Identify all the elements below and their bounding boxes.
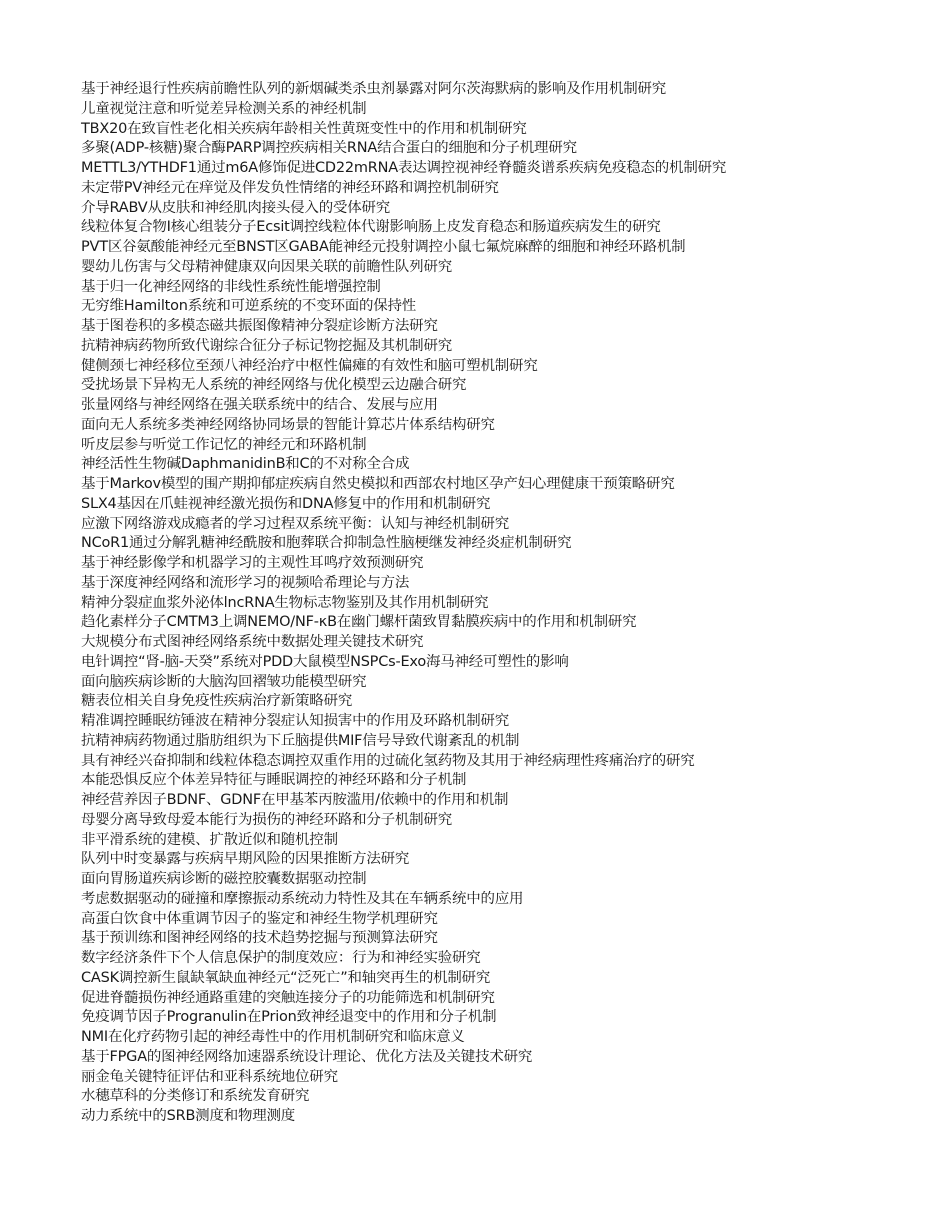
project-title-item: 队列中时变暴露与疾病早期风险的因果推断方法研究 — [81, 851, 410, 868]
project-title-item: 健侧颈七神经移位至颈八神经治疗中枢性偏瘫的有效性和脑可塑机制研究 — [81, 357, 538, 374]
project-title-item: METTL3/YTHDF1通过m6A修饰促进CD22mRNA表达调控视神经脊髓炎谱系疾病免疫稳态的机制研究 — [81, 160, 727, 176]
project-title-item: 面向无人系统多类神经网络协同场景的智能计算芯片体系结构研究 — [81, 416, 495, 433]
project-title-item: 丽金龟关键特征评估和亚科系统地位研究 — [81, 1068, 338, 1085]
project-title-item: 婴幼儿伤害与父母精神健康双向因果关联的前瞻性队列研究 — [81, 258, 452, 275]
project-title-item: 未定带PV神经元在痒觉及伴发负性情绪的神经环路和调控机制研究 — [81, 179, 499, 196]
project-title-item: 抗精神病药物通过脂肪组织为下丘脑提供MIF信号导致代谢紊乱的机制 — [81, 732, 520, 749]
project-title-item: 张量网络与神经网络在强关联系统中的结合、发展与应用 — [81, 397, 438, 413]
project-title-item: 无穷维Hamilton系统和可逆系统的不变环面的保持性 — [81, 298, 417, 315]
project-title-item: 糖表位相关自身免疫性疾病治疗新策略研究 — [81, 693, 353, 710]
project-title-item: 高蛋白饮食中体重调节因子的鉴定和神经生物学机理研究 — [81, 910, 438, 927]
project-title-item: 基于Markov模型的围产期抑郁症疾病自然史模拟和西部农村地区孕产妇心理健康干预策略研究 — [81, 476, 675, 492]
project-title-item: 基于神经退行性疾病前瞻性队列的新烟碱类杀虫剂暴露对阿尔茨海默病的影响及作用机制研究 — [81, 81, 667, 97]
project-title-item: 免疫调节因子Progranulin在Prion致神经退变中的作用和分子机制 — [81, 1009, 497, 1026]
project-title-item: 基于神经影像学和机器学习的主观性耳鸣疗效预测研究 — [81, 555, 424, 571]
project-title-item: 面向胃肠道疾病诊断的磁控胶囊数据驱动控制 — [81, 871, 367, 887]
project-title-item: 基于FPGA的图神经网络加速器系统设计理论、优化方法及关键技术研究 — [81, 1048, 533, 1065]
project-title-item: 精神分裂症血浆外泌体lncRNA生物标志物鉴别及其作用机制研究 — [81, 594, 489, 611]
project-title-item: 基于深度神经网络和流形学习的视频哈希理论与方法 — [81, 574, 410, 591]
project-title-item: 具有神经兴奋抑制和线粒体稳态调控双重作用的过硫化氢药物及其用于神经病理性疼痛治疗的研究 — [81, 752, 695, 769]
project-title-item: 大规模分布式图神经网络系统中数据处理关键技术研究 — [81, 634, 424, 650]
project-title-item: 电针调控“肾-脑-天癸”系统对PDD大鼠模型NSPCs-Exo海马神经可塑性的影响 — [81, 653, 569, 670]
project-title-list — [81, 80, 941, 1127]
project-title-item: SLX4基因在爪蛙视神经激光损伤和DNA修复中的作用和机制研究 — [81, 495, 491, 512]
project-title-item: PVT区谷氨酸能神经元至BNST区GABA能神经元投射调控小鼠七氟烷麻醉的细胞和神经环路机制 — [81, 239, 686, 255]
project-title-item: 多聚(ADP-核糖)聚合酶PARP调控疾病相关RNA结合蛋白的细胞和分子机理研究 — [81, 140, 577, 157]
project-title-item: NCoR1通过分解乳糖神经酰胺和胞葬联合抑制急性脑梗继发神经炎症机制研究 — [81, 535, 572, 552]
project-title-item: NMI在化疗药物引起的神经毒性中的作用机制研究和临床意义 — [81, 1029, 465, 1045]
project-title-item: 促进脊髓损伤神经通路重建的突触连接分子的功能筛选和机制研究 — [81, 989, 495, 1006]
project-title-item: 抗精神病药物所致代谢综合征分子标记物挖掘及其机制研究 — [81, 337, 452, 354]
project-title-item: TBX20在致盲性老化相关疾病年龄相关性黄斑变性中的作用和机制研究 — [81, 120, 527, 137]
project-title-item: 受扰场景下异构无人系统的神经网络与优化模型云边融合研究 — [81, 377, 467, 394]
project-title-item: 线粒体复合物I核心组装分子Ecsit调控线粒体代谢影响肠上皮发育稳态和肠道疾病发生的研究 — [81, 219, 661, 236]
project-title-item: 数字经济条件下个人信息保护的制度效应：行为和神经实验研究 — [81, 950, 481, 966]
project-title-item: 水穗草科的分类修订和系统发育研究 — [81, 1088, 310, 1105]
project-title-item: 儿童视觉注意和听觉差异检测关系的神经机制 — [81, 100, 367, 117]
project-title-item: 神经活性生物碱DaphmanidinB和C的不对称全合成 — [81, 456, 410, 473]
project-title-item: 动力系统中的SRB测度和物理测度 — [81, 1108, 296, 1124]
project-title-item: 介导RABV从皮肤和神经肌肉接头侵入的受体研究 — [81, 199, 391, 216]
project-title-item: 非平滑系统的建模、扩散近似和随机控制 — [81, 831, 338, 848]
project-title-item: 应激下网络游戏成瘾者的学习过程双系统平衡：认知与神经机制研究 — [81, 515, 510, 532]
project-title-item: 基于归一化神经网络的非线性系统性能增强控制 — [81, 278, 381, 295]
project-title-item: 考虑数据驱动的碰撞和摩擦振动系统动力特性及其在车辆系统中的应用 — [81, 890, 524, 907]
project-title-item: 听皮层参与听觉工作记忆的神经元和环路机制 — [81, 436, 367, 453]
project-title-item: 基于预训练和图神经网络的技术趋势挖掘与预测算法研究 — [81, 930, 438, 947]
project-title-item: 母婴分离导致母爱本能行为损伤的神经环路和分子机制研究 — [81, 811, 452, 828]
project-title-item: 面向脑疾病诊断的大脑沟回褶皱功能模型研究 — [81, 673, 367, 690]
project-title-item: 基于图卷积的多模态磁共振图像精神分裂症诊断方法研究 — [81, 318, 438, 334]
project-title-item: 精准调控睡眠纺锤波在精神分裂症认知损害中的作用及环路机制研究 — [81, 713, 510, 729]
project-title-item: 本能恐惧反应个体差异特征与睡眠调控的神经环路和分子机制 — [81, 772, 467, 789]
project-title-item: 趋化素样分子CMTM3上调NEMO/NF-κB在幽门螺杆菌致胃黏膜疾病中的作用和机制研究 — [81, 614, 637, 631]
project-title-item: 神经营养因子BDNF、GDNF在甲基苯丙胺滥用/依赖中的作用和机制 — [81, 792, 509, 808]
project-title-item: CASK调控新生鼠缺氧缺血神经元“泛死亡”和轴突再生的机制研究 — [81, 969, 491, 986]
